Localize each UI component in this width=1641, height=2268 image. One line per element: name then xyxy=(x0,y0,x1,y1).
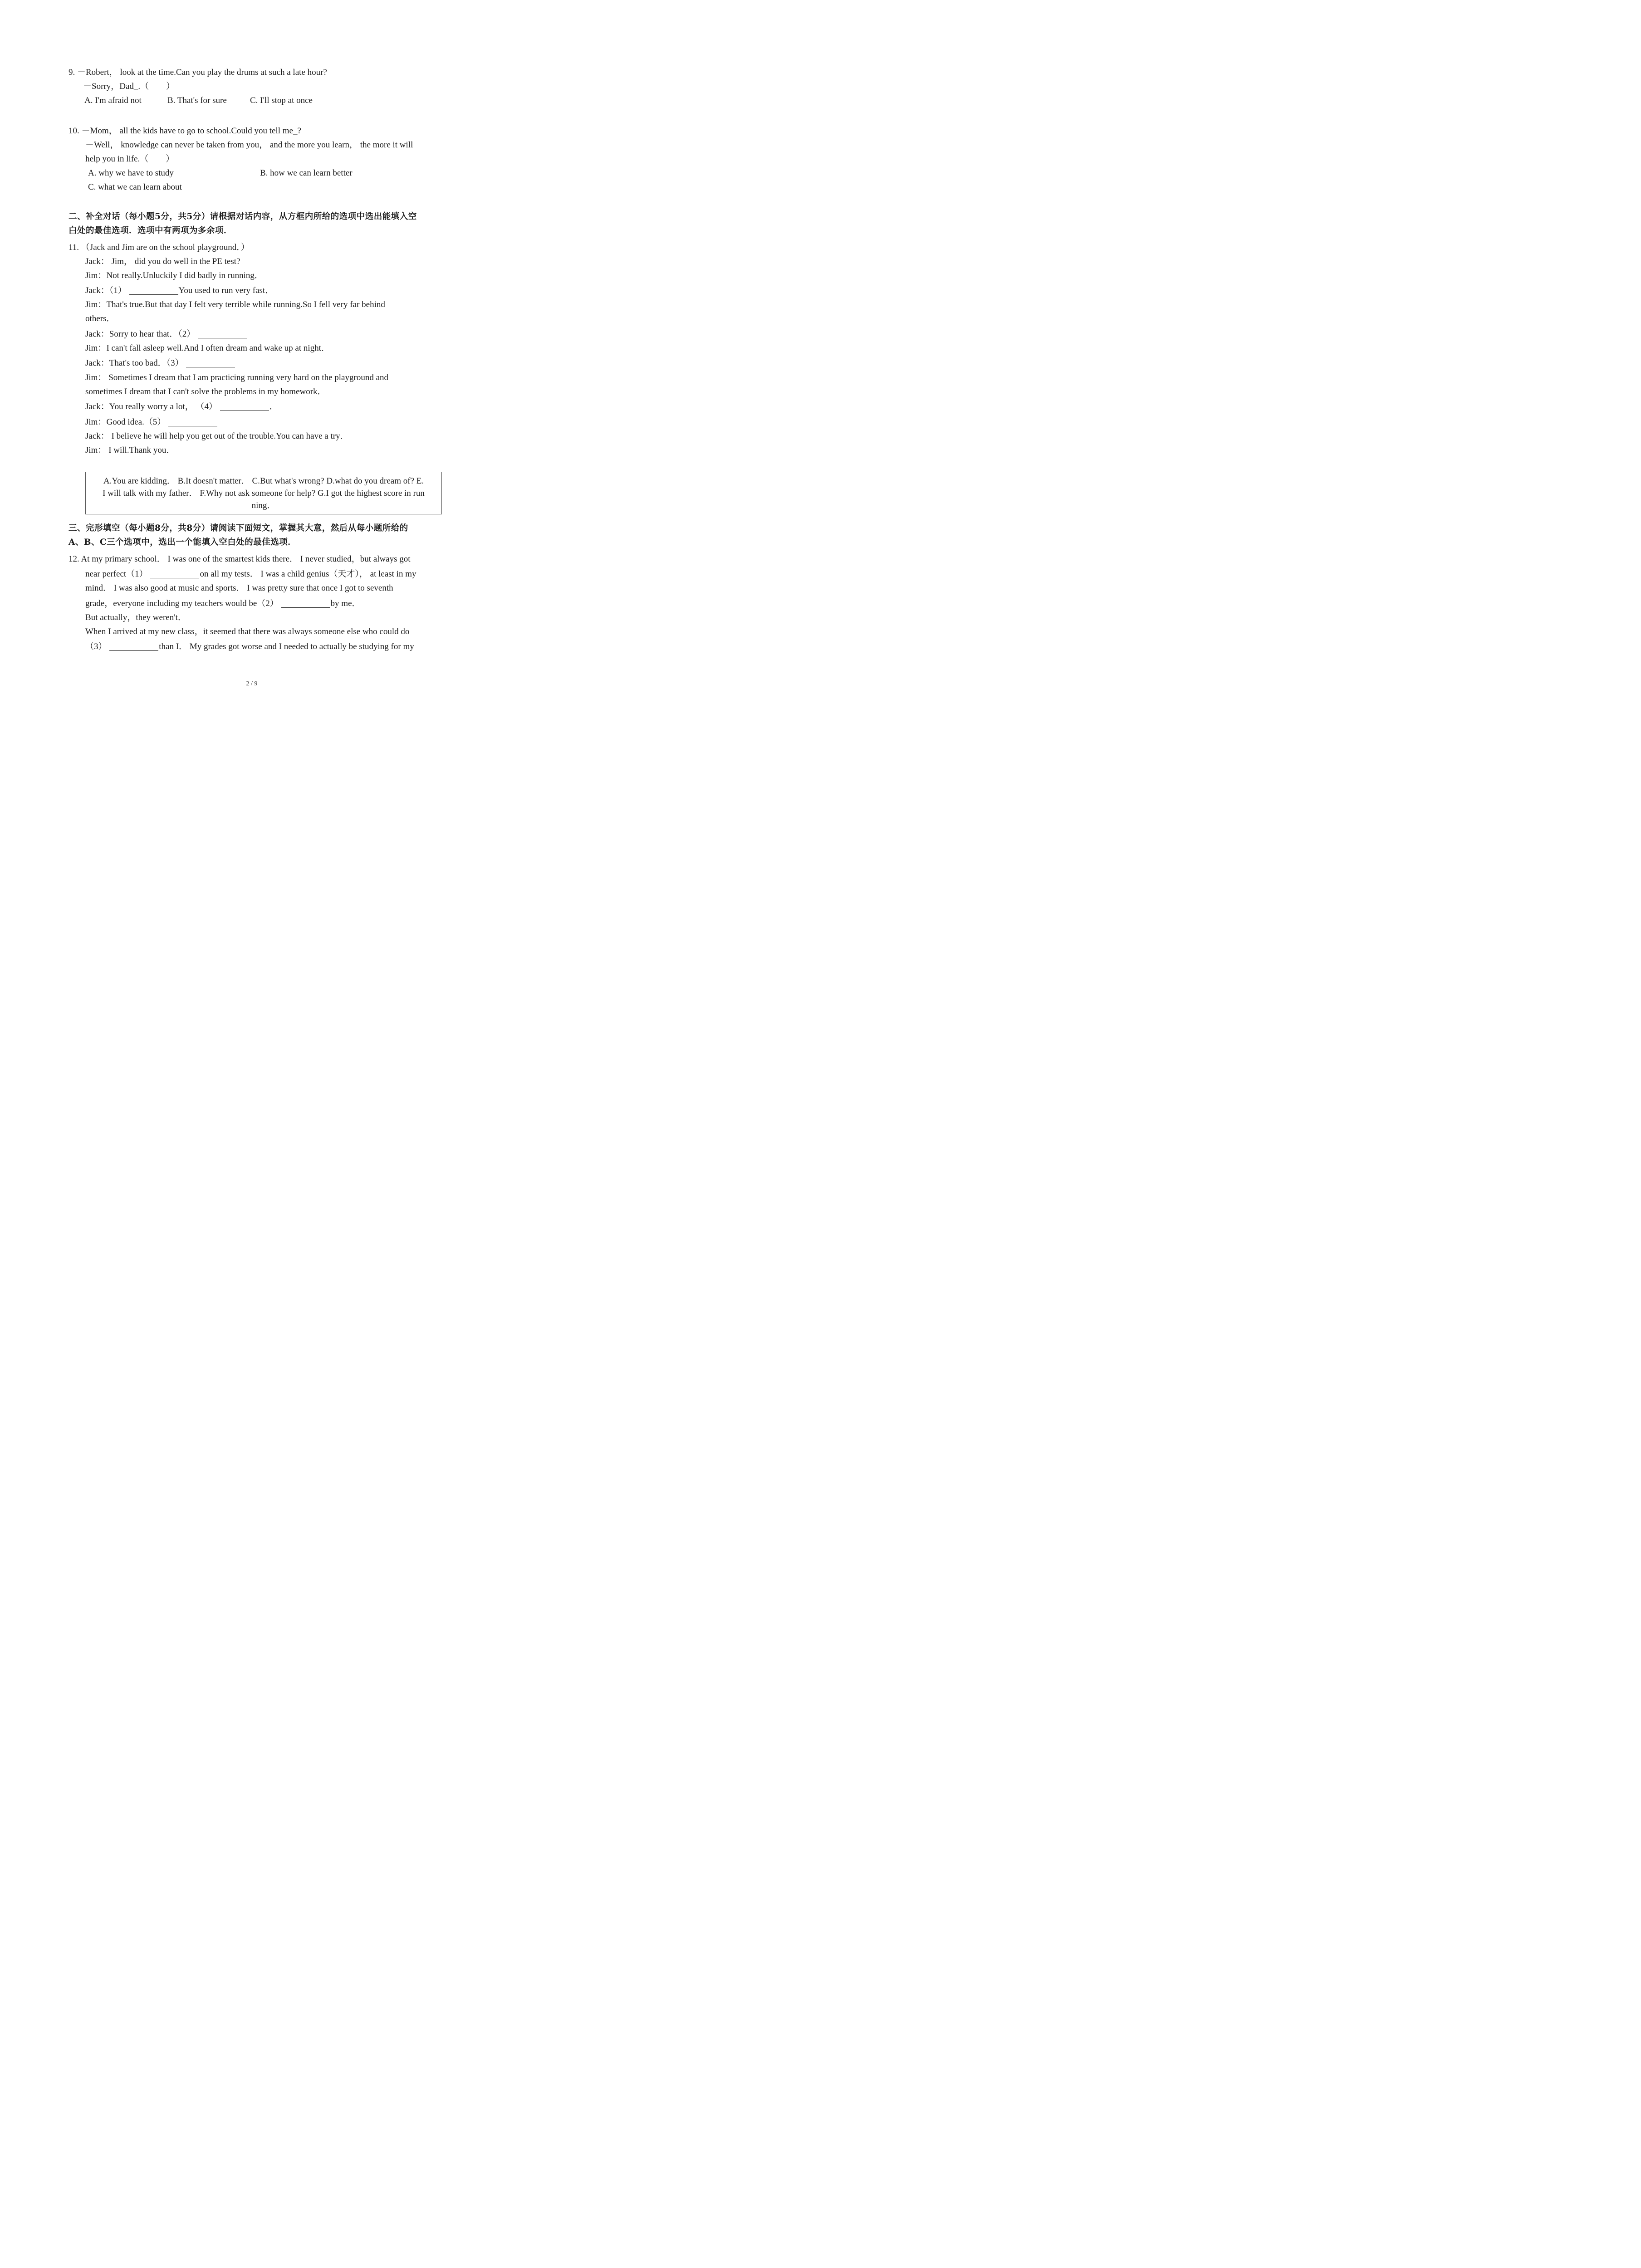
q10-reply-line1: －Well， knowledge can never be taken from you， and the more you learn， the more it will xyxy=(85,140,413,150)
q10-option-c: C. what we can learn about xyxy=(88,182,182,192)
q10-stem: 10. －Mom， all the kids have to go to school.Could you tell me_? xyxy=(69,126,301,136)
q11-options-line3: ning． xyxy=(251,501,276,510)
q11-options-line1: A.You are kidding． B.It doesn't matter． C.But what's wrong? D.what do you dream of? E. xyxy=(103,476,424,486)
q12-blank-1[interactable] xyxy=(150,569,199,578)
q12-line-4-suffix: by me． xyxy=(330,599,361,608)
q9-option-b: B. That's for sure xyxy=(167,96,227,105)
q9-option-a: A. I'm afraid not xyxy=(84,96,142,105)
q11-dialogue-7 xyxy=(85,358,235,369)
q12-line-4-prefix: grade，everyone including my teachers would be（2） xyxy=(85,599,279,608)
q11-dialogue-12: Jim： I will.Thank you． xyxy=(85,445,175,455)
q11-dialogue-5 xyxy=(85,329,247,340)
q12-line-6: When I arrived at my new class，it seemed that there was always someone else who could do xyxy=(85,627,410,636)
q12-line-7-suffix: than I． My grades got worse and I needed to actually be studying for my xyxy=(159,642,414,651)
q12-blank-3[interactable] xyxy=(109,642,158,651)
q10-option-b: B. how we can learn better xyxy=(260,168,353,178)
q11-intro: 11. （Jack and Jim are on the school playground．） xyxy=(69,243,250,252)
q11-options-line2: I will talk with my father． F.Why not ask someone for help? G.I got the highest score in run xyxy=(103,489,425,498)
q11-blank-2[interactable] xyxy=(198,329,247,338)
q11-dialogue-4b: others． xyxy=(85,314,115,323)
section2-heading-line1: 二、补全对话（每小题5分，共5分）请根据对话内容，从方框内所给的选项中选出能填入空 xyxy=(69,212,417,221)
q11-dialogue-9-suffix: ． xyxy=(269,402,278,411)
q12-line-7 xyxy=(85,641,414,652)
q11-dialogue-8a: Jim： Sometimes I dream that I am practicing running very hard on the playground and xyxy=(85,373,388,382)
q12-line-2-prefix: near perfect（1） xyxy=(85,569,148,579)
q10-reply-line2: help you in life.（ ） xyxy=(85,154,175,164)
q11-dialogue-3 xyxy=(85,285,274,296)
q11-dialogue-8b: sometimes I dream that I can't solve the problems in my homework． xyxy=(85,387,326,396)
q11-dialogue-10 xyxy=(85,417,218,428)
q11-dialogue-7-prefix: Jack：That's too bad．（3） xyxy=(85,358,184,368)
q12-blank-2[interactable] xyxy=(281,599,330,608)
section3-heading-line2: A、B、C三个选项中，选出一个能填入空白处的最佳选项． xyxy=(69,538,297,547)
q11-dialogue-1: Jack： Jim， did you do well in the PE test? xyxy=(85,257,240,266)
q11-blank-5[interactable] xyxy=(168,417,217,426)
section3-heading-line1: 三、完形填空（每小题8分，共8分）请阅读下面短文，掌握其大意，然后从每小题所给的 xyxy=(69,523,408,533)
q11-dialogue-6: Jim：I can't fall asleep well.And I often dream and wake up at night． xyxy=(85,343,330,353)
q12-line-1: 12. At my primary school． I was one of the smartest kids there． I never studied，but always got xyxy=(69,554,411,564)
q11-dialogue-2: Jim：Not really.Unluckily I did badly in running． xyxy=(85,271,263,280)
q12-line-5: But actually，they weren't． xyxy=(85,613,186,622)
q10-option-a: A. why we have to study xyxy=(88,168,174,178)
section2-heading-line2: 白处的最佳选项．选项中有两项为多余项． xyxy=(69,226,233,235)
q11-dialogue-3-prefix: Jack：（1） xyxy=(85,286,127,295)
q11-dialogue-10-prefix: Jim：Good idea.（5） xyxy=(85,417,166,427)
q12-line-3: mind． I was also good at music and sports． I was pretty sure that once I got to seventh xyxy=(85,583,393,593)
q11-blank-3[interactable] xyxy=(186,358,235,367)
q9-option-c: C. I'll stop at once xyxy=(250,96,313,105)
q9-stem: 9. －Robert， look at the time.Can you play the drums at such a late hour? xyxy=(69,68,327,77)
q12-line-4 xyxy=(85,598,361,609)
q11-blank-4[interactable] xyxy=(220,402,269,411)
q9-reply: －Sorry，Dad_.（ ） xyxy=(83,82,175,91)
q11-dialogue-9-prefix: Jack：You really worry a lot， （4） xyxy=(85,402,217,411)
q12-line-7-prefix: （3） xyxy=(85,642,107,651)
q11-dialogue-3-suffix: You used to run very fast． xyxy=(178,286,274,295)
q11-dialogue-9 xyxy=(85,401,278,412)
q12-line-2 xyxy=(85,569,416,580)
q11-options-box xyxy=(85,472,442,514)
q11-dialogue-4a: Jim：That's true.But that day I felt very terrible while running.So I fell very far behind xyxy=(85,300,385,309)
q11-blank-1[interactable] xyxy=(129,286,178,295)
q12-line-2-suffix: on all my tests． I was a child genius（天才）， at least in my xyxy=(200,569,416,579)
q11-dialogue-11: Jack： I believe he will help you get out of the trouble.You can have a try． xyxy=(85,431,349,441)
page-number: 2 / 9 xyxy=(246,680,258,687)
q11-dialogue-5-prefix: Jack：Sorry to hear that．（2） xyxy=(85,329,196,339)
